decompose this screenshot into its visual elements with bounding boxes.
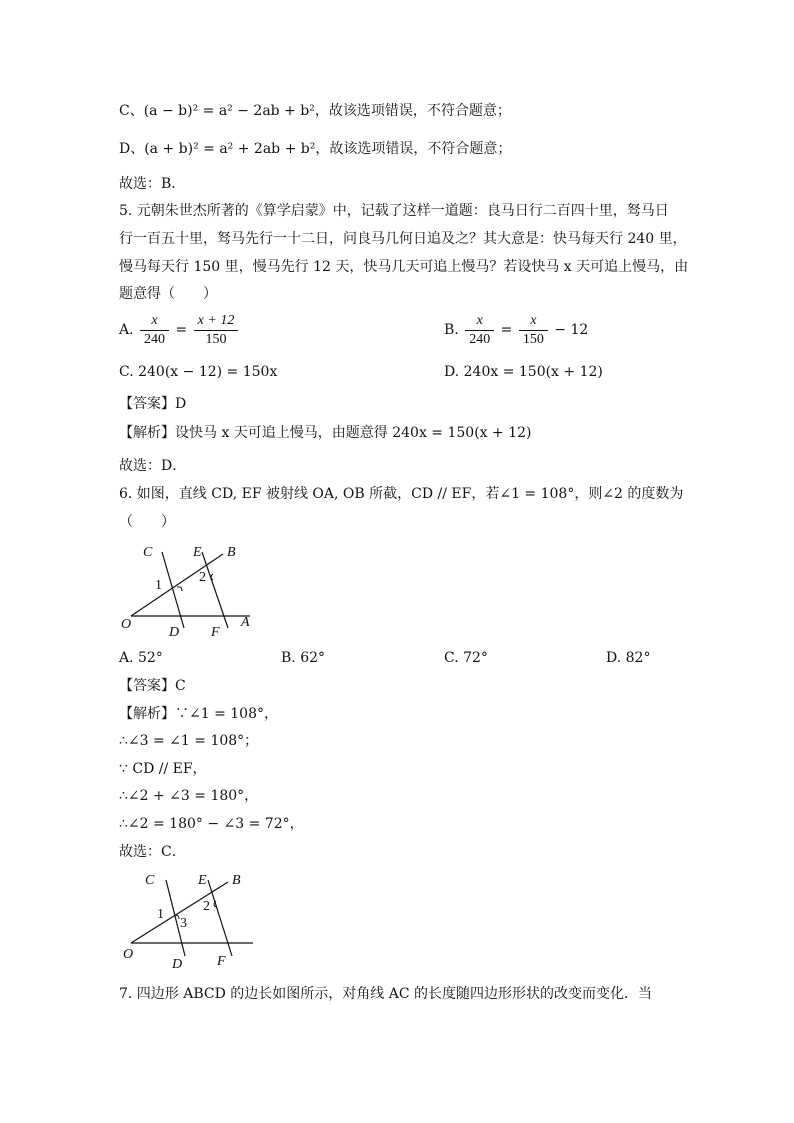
label-d: D [169, 625, 180, 640]
label-e: E [193, 545, 202, 560]
angle-1-arc [177, 587, 182, 591]
denominator: 240 [144, 331, 166, 347]
q6-text-line2: （ ） [119, 514, 175, 530]
q5-option-b-label: B. [444, 322, 459, 338]
q5-option-a [119, 310, 240, 350]
q7-text-line1: 7. 四边形 ABCD 的边长如图所示，对角线 AC 的长度随四边形形状的改变而变化．当 [119, 986, 653, 1002]
q6-step-2: ∴∠3 = ∠1 = 108°； [119, 733, 259, 749]
q5-option-a-label: A. [119, 322, 134, 338]
q6-step-3: ∵ CD // EF， [119, 761, 207, 777]
label-angle-3: 3 [180, 916, 187, 931]
numerator: x [465, 312, 494, 331]
label-b: B [227, 545, 236, 560]
q5-option-c: C. 240(x − 12) = 150x [119, 364, 278, 380]
q6-option-b: B. 62° [281, 650, 326, 666]
label-d: D [172, 957, 183, 971]
q6-option-c: C. 72° [444, 650, 488, 666]
fraction-left [465, 312, 494, 349]
fraction-right [194, 312, 239, 349]
label-f: F [217, 954, 226, 969]
label-angle-2: 2 [199, 570, 206, 585]
q5-choose: 故选：D． [119, 458, 187, 474]
q6-choose: 故选：C． [119, 844, 186, 860]
label-angle-2: 2 [203, 899, 210, 914]
q5-answer: 【答案】D [119, 396, 187, 412]
label-o: O [121, 617, 132, 632]
option-d-line: D、(a + b)² = a² + 2ab + b²，故该选项错误，不符合题意； [119, 141, 512, 157]
q5-analysis: 【解析】设快马 x 天可追上慢马，由题意得 240x = 150(x + 12) [119, 425, 532, 441]
q5-text-line4: 题意得（ ） [119, 286, 217, 302]
numerator: x [140, 312, 169, 331]
q4-choose: 故选：B． [119, 176, 186, 192]
q5-option-b [444, 310, 588, 350]
q5-text-line3: 慢马每天行 150 里，慢马先行 12 天，快马几天可追上慢马？若设快马 x 天可追上慢马，由 [119, 259, 689, 275]
label-c: C [143, 545, 153, 560]
label-c: C [145, 873, 155, 888]
q6-step-5: ∴∠2 = 180° − ∠3 = 72°， [119, 816, 304, 832]
denominator: 150 [522, 331, 544, 347]
parallel-lines-figure-2 [115, 866, 265, 971]
ray-ob [131, 554, 223, 616]
q5-text-line1: 5. 元朝朱世杰所著的《算学启蒙》中，记载了这样一道题：良马日行二百四十里，驽马日 [119, 203, 669, 219]
equals-sign: = [175, 322, 188, 338]
q5-option-d: D. 240x = 150(x + 12) [444, 364, 603, 380]
q6-step-4: ∴∠2 + ∠3 = 180°， [119, 788, 259, 804]
label-e: E [198, 873, 207, 888]
q5-text-line2: 行一百五十里，驽马先行一十二日，问良马几何日追及之？其大意是：快马每天行 240 里， [119, 231, 687, 247]
q6-text-line1: 6. 如图，直线 CD, EF 被射线 OA, OB 所截，CD // EF，若∠1 = 108°，则∠2 的度数为 [119, 486, 684, 502]
label-angle-1: 1 [157, 907, 164, 922]
minus-term: − 12 [554, 322, 589, 338]
label-a: A [241, 615, 250, 630]
denominator: 240 [469, 331, 491, 347]
label-angle-1: 1 [155, 578, 162, 593]
q6-option-a: A. 52° [119, 650, 163, 666]
line-ef [208, 880, 232, 956]
option-c-line: C、(a − b)² = a² − 2ab + b²，故该选项错误，不符合题意； [119, 103, 511, 119]
numerator: x [519, 312, 548, 331]
equals-sign: = [500, 322, 513, 338]
label-b: B [232, 873, 241, 888]
label-o: O [123, 947, 134, 962]
label-f: F [211, 625, 220, 640]
q6-option-d: D. 82° [606, 650, 651, 666]
fraction-left [140, 312, 169, 349]
denominator: 150 [205, 331, 227, 347]
q6-step-1: 【解析】∵∠1 = 108°， [119, 706, 278, 722]
numerator: x + 12 [194, 312, 239, 331]
q6-answer: 【答案】C [119, 678, 186, 694]
fraction-right [519, 312, 548, 349]
parallel-lines-figure-1 [115, 538, 265, 643]
